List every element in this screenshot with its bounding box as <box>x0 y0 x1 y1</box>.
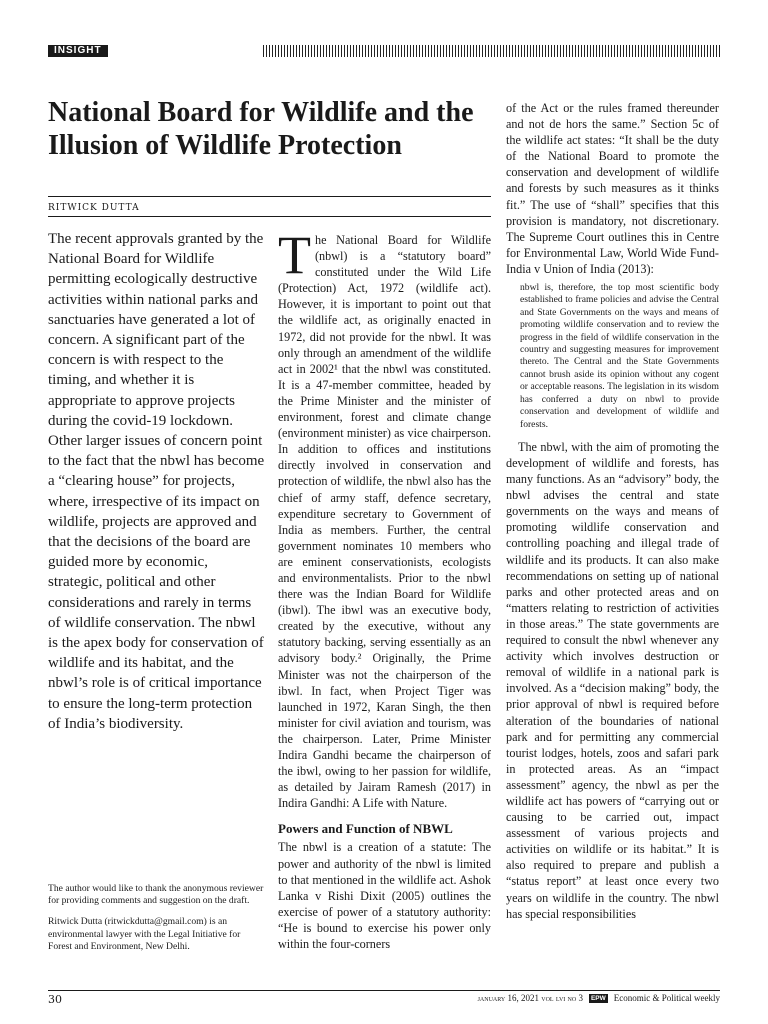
author-name: RITWICK DUTTA <box>48 203 140 213</box>
journal-name: Economic & Political weekly <box>613 993 720 1003</box>
author-footnotes <box>48 883 266 962</box>
body-paragraph: of the Act or the rules framed thereunder and not de hors the same.” Section 5c of the wildlife act states: “It shall be the duty of the National Board to promote the conservation and development of wildlife and forests by such measures as it thinks fit.” The use of “shall” specifies that this provision is mandatory, not discretionary. The Supreme Court outlines this in Centre for Environmental Law, World Wide Fund-India v Union of India (2013): <box>506 101 719 276</box>
article-title: National Board for Wildlife and the Illusion of Wildlife Protection <box>48 97 474 161</box>
page-number: 30 <box>48 993 62 1006</box>
title-rule <box>48 196 491 197</box>
author-bio-note: Ritwick Dutta (ritwickdutta@gmail.com) is an environmental lawyer with the Legal Initiative for Forest and Environment, New Delhi. <box>48 916 241 952</box>
body-paragraph: The nbwl, with the aim of promoting the development of wildlife and forests, has many functions. As an “advisory” body, the nbwl advises the central and state governments on the ways and means of promoting wildlife conservation and controlling poaching and illegal trade of wildlife and its products. It can also make recommendations on setting up of national parks and other protected areas and on “matters relating to restriction of activities in those areas.” The state governments are required to consult the nbwl whenever any activity which involves destruction or removal of wildlife in a national park is involved. As a “decision making” body, the prior approval of nbwl is required before alteration of the boundaries of national park and for permitting any commercial tourist lodges, hotels, zoos and safari park in protected areas. As an “impact assessment” agency, the nbwl as per the wildlife act has powers of “carrying out or causing to be carried out, impact assessment of various projects and activities on wildlife or its habitat.” It is also required to prepare and publish a “status report” at least once every two years on wildlife in the country. The nbwl has special responsibilities <box>506 439 719 921</box>
acknowledgement-note: The author would like to thank the anonymous reviewer for providing comments and suggestion on the draft. <box>48 883 264 907</box>
footer-rule <box>48 990 720 991</box>
body-column-2 <box>278 225 491 952</box>
article-abstract: The recent approvals granted by the National Board for Wildlife permitting ecologically destructive activities within national parks and sanctuaries have generated a lot of concern. A significant part of the concern is with respect to the timing, and whether it is appropriate to approve projects during the covid-19 lockdown. Other larger issues of concern point to the fact that the nbwl has become a “clearing house” for projects, where, irrespective of its impact on wildlife, projects are approved and that the decisions of the board are guided more by economic, strategic, political and other considerations and rarely in terms of wildlife conservation. The nbwl is the apex body for conservation of wildlife and its habitat, and the nbwl’s role is of critical importance to ensure the long-term protection of India’s biodiversity. <box>48 231 265 732</box>
epw-badge: EPW <box>590 994 606 1002</box>
section-heading: Powers and Function of NBWL <box>278 821 453 837</box>
block-quote: nbwl is, therefore, the top most scientific body established to frame policies and advise the Central and State Governments on the ways and means of promoting wildlife conservation and to review the progress in the field of wildlife conservation in the country and suggesting measures for improvement thereto. The Central and the State Governments cannot brush aside its opinion without any cogent or acceptable reasons. The legislation in its wisdom has conferred a duty on nbwl to provide conservation and development of wildlife and forests. <box>520 282 719 430</box>
body-column-3 <box>506 100 719 922</box>
journal-footer <box>478 993 720 1003</box>
author-rule <box>48 216 491 217</box>
issue-date-volume: january 16, 2021 vol lvi no 3 <box>477 993 583 1003</box>
header-hatch-rule <box>263 45 720 57</box>
body-paragraph: The National Board for Wildlife (nbwl) is a “statutory board” constituted under the Wild Life (Protection) Act, 1972 (wildlife act). However, it is important to point out that the wildlife act, as originally enacted in 1972, did not provide for the nbwl. It was only through an amendment of the wildlife act in 2002¹ that the nbwl was constituted. It is a 47-member committee, headed by the Prime Minister and the minister of environment, forest and climate change (environment minister) as vice chairperson. In addition to offices and institutions directly involved in conservation and protection of wildlife, the nbwl also has the chief of army staff, defence secretary, expenditure secretary to Government of India as members. Further, the central government nominates 10 members who are eminent conservationists, ecologists and environmentalists. Prior to the nbwl there was the Indian Board for Wildlife (ibwl). The ibwl was an executive body, created by the executive, without any statutory backing, serving essentially as an advisory body.² Originally, the Prime Minister was not the chairperson of the ibwl. In fact, when Project Tiger was launched in 1972, Karan Singh, the then minister for civil aviation and tourism, was the chairperson. Later, Prime Minister Indira Gandhi became the chairperson of the ibwl, owing to her passion for wildlife, as detailed by Jairam Ramesh (2017) in Indira Gandhi: A Life with Nature. <box>278 225 491 811</box>
body-paragraph: The nbwl is a creation of a statute: The power and authority of the nbwl is limited to that mentioned in the wildlife act. Ashok Lanka v Rishi Dixit (2005) outlines the exercise of power of a statutory authority: “He is bound to exercise his power only within the four-corners <box>278 840 491 952</box>
section-label: INSIGHT <box>48 45 108 57</box>
drop-cap: T <box>278 225 311 285</box>
